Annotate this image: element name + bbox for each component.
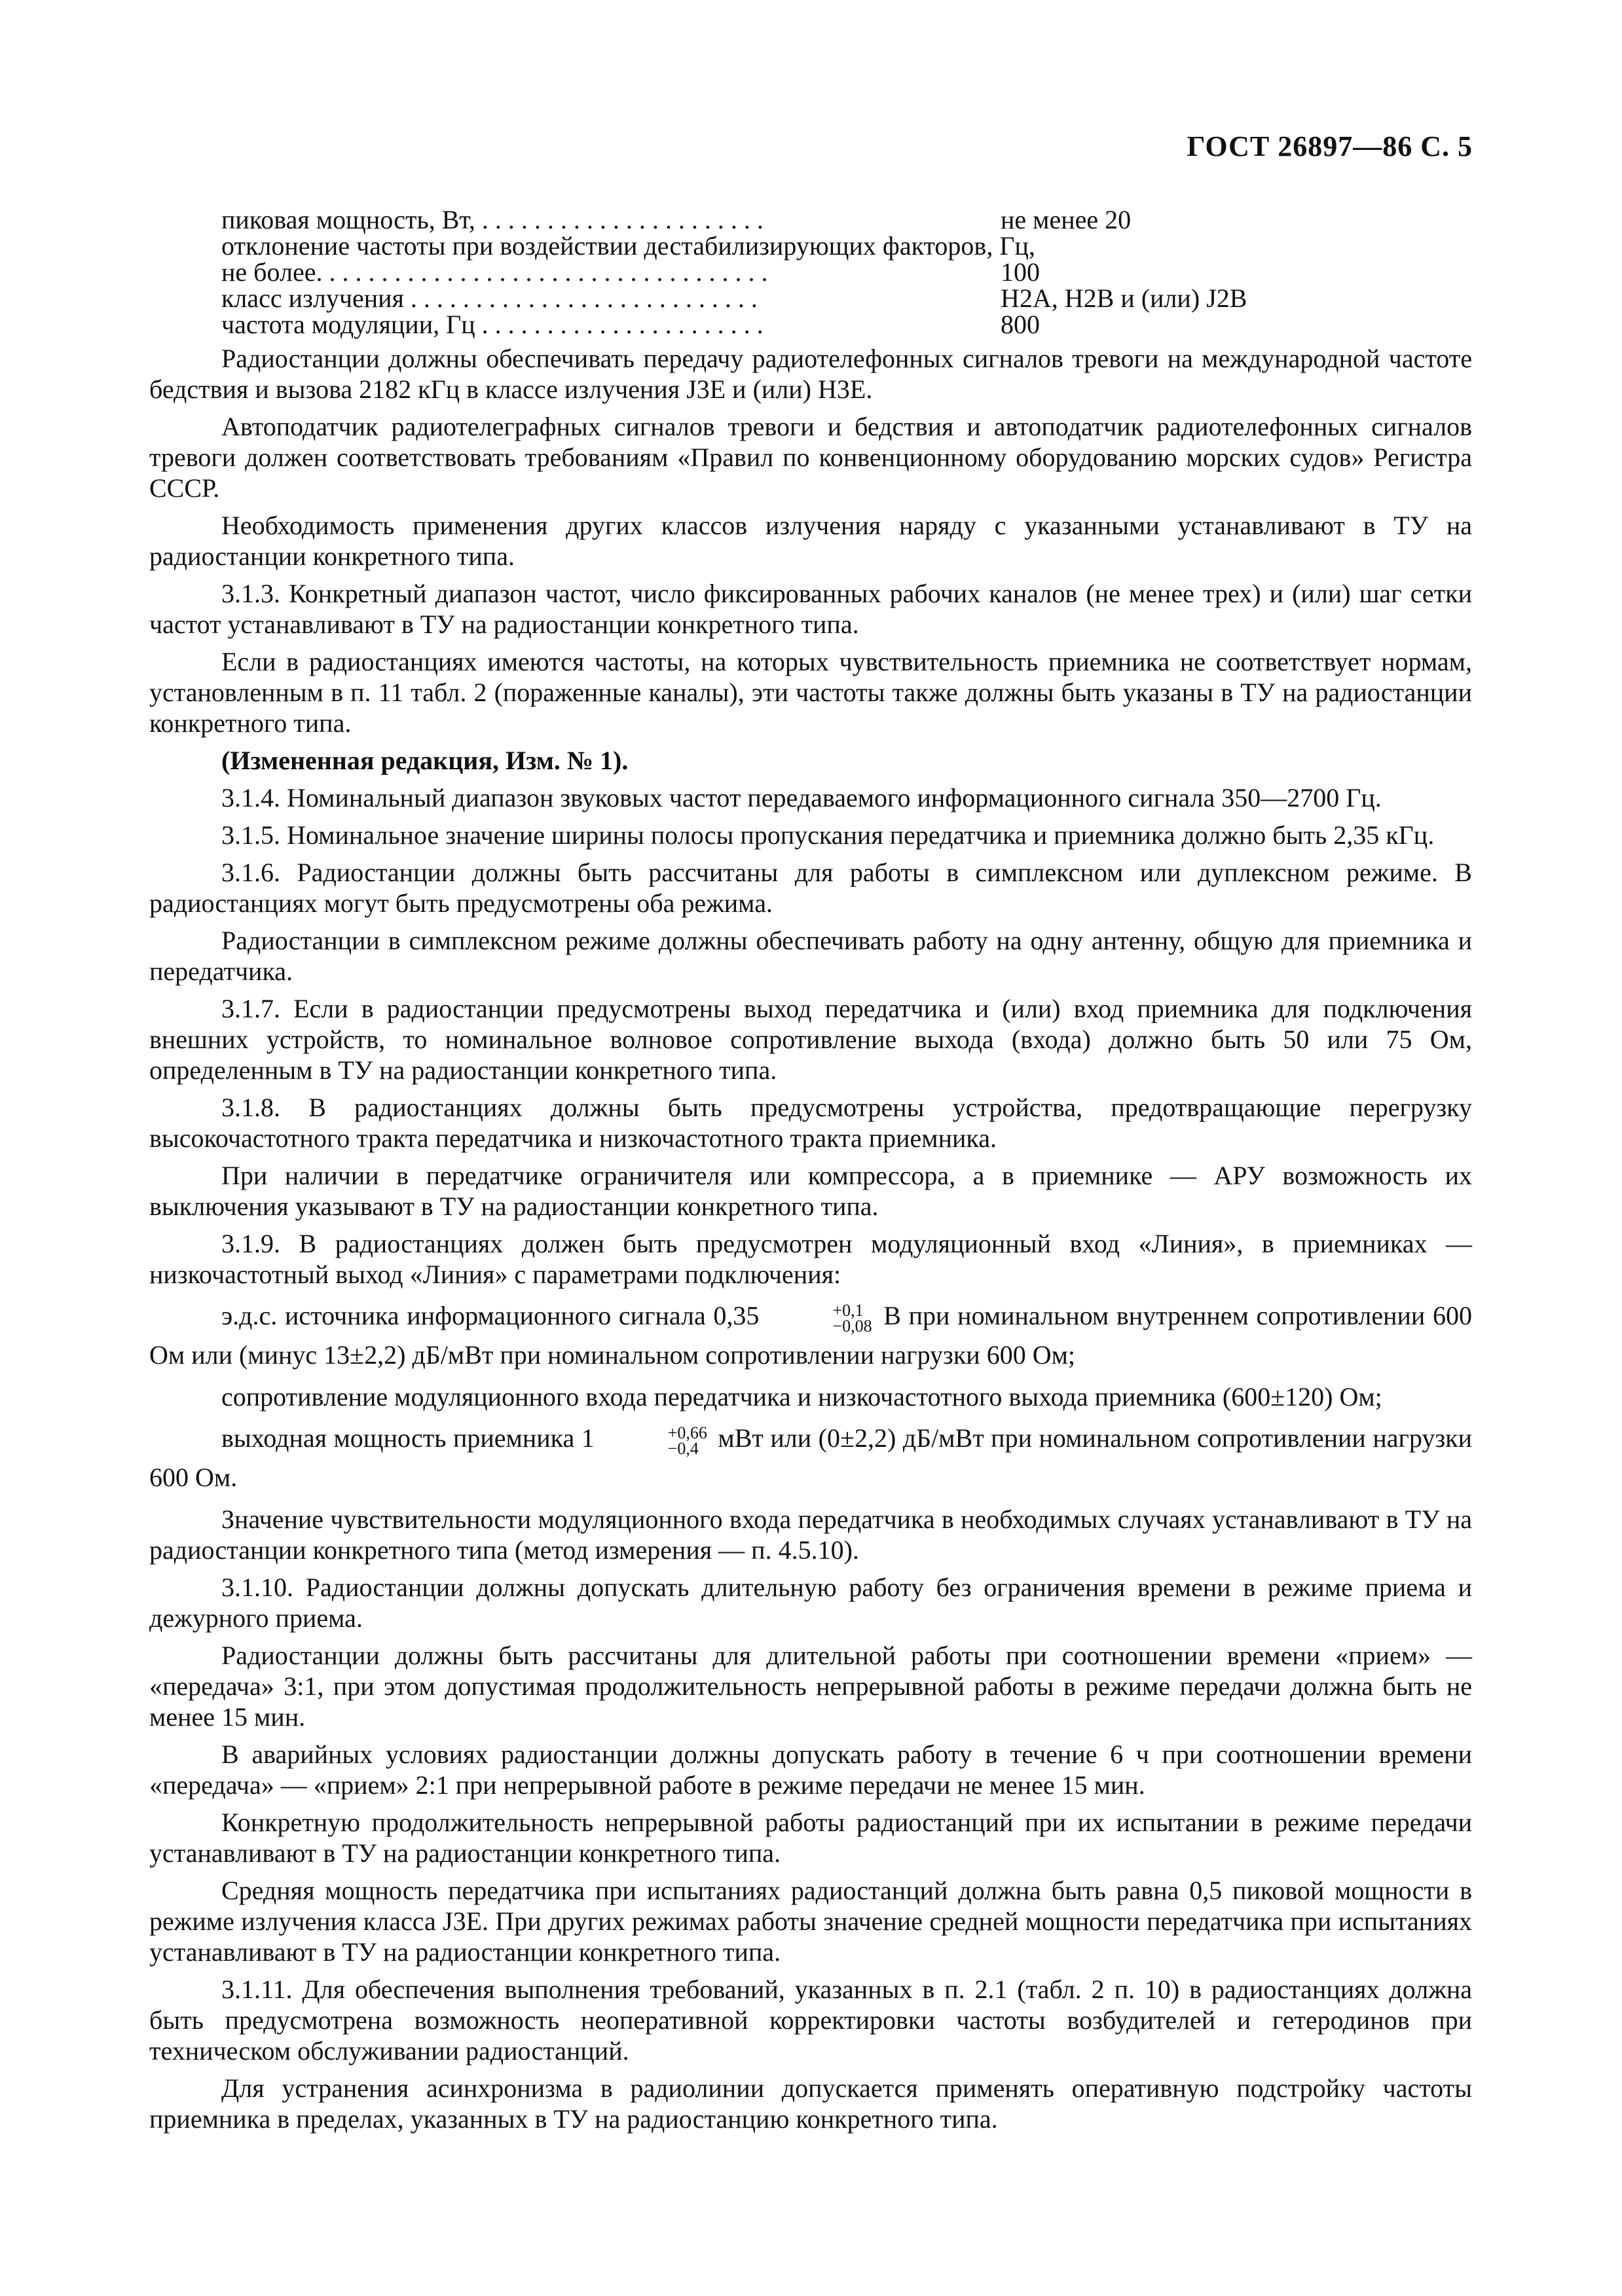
tolerance-upper: +0,66 xyxy=(667,1423,707,1442)
emf-text-start: э.д.с. источника информационного сигнала 0,35 xyxy=(221,1301,760,1330)
spec-row xyxy=(221,257,1472,287)
spec-label: частота модуляции, Гц . . . . . . . . . . . . . . . . . . . . . . xyxy=(221,310,764,339)
paragraph: Средняя мощность передатчика при испытаниях радиостанций должна быть равна 0,5 пиковой мощности в режиме излучения класса J3E. При других режимах работы значение средней мощности передатчика при испытаниях устанавливают в ТУ на радиостанции конкретного типа. xyxy=(149,1876,1472,1967)
spec-row xyxy=(221,204,1472,234)
spec-label: пиковая мощность, Вт, . . . . . . . . . . . . . . . . . . . . . . xyxy=(221,205,764,234)
clause-3-1-11: 3.1.11. Для обеспечения выполнения требований, указанных в п. 2.1 (табл. 2 п. 10) в радиостанциях должна быть предусмотрена возможность неоперативной корректировки частоты возбудителей и гетеродинов при техническом обслуживании радиостанций. xyxy=(149,1975,1472,2066)
clause-3-1-9: 3.1.9. В радиостанциях должен быть предусмотрен модуляционный вход «Линия», в приемниках — низкочастотный выход «Линия» с параметрами подключения: xyxy=(149,1229,1472,1289)
paragraph: Радиостанции должны обеспечивать передачу радиотелефонных сигналов тревоги на международной частоте бедствия и вызова 2182 кГц в классе излучения J3E и (или) Н3Е. xyxy=(149,344,1472,404)
output-power-tolerance xyxy=(596,1425,707,1457)
clause-3-1-8: 3.1.8. В радиостанциях должны быть предусмотрены устройства, предотвращающие перегрузку высокочастотного тракта передатчика и низкочастотного тракта приемника. xyxy=(149,1093,1472,1153)
paragraph: Значение чувствительности модуляционного входа передатчика в необходимых случаях устанавливают в ТУ на радиостанции конкретного типа (метод измерения — п. 4.5.10). xyxy=(149,1504,1472,1565)
paragraph: Автоподатчик радиотелеграфных сигналов тревоги и бедствия и автоподатчик радиотелефонных сигналов тревоги должен соответствовать требованиям «Правил по конвенционному оборудованию морских судов» Регистра СССР. xyxy=(149,412,1472,503)
paragraph: Необходимость применения других классов излучения наряду с указанными устанавливают в ТУ на радиостанции конкретного типа. xyxy=(149,511,1472,571)
paragraph: Если в радиостанциях имеются частоты, на которых чувствительность приемника не соответствует нормам, установленным в п. 11 табл. 2 (пораженные каналы), эти частоты также должны быть указаны в ТУ на радиостанции конкретного типа. xyxy=(149,647,1472,738)
emf-tolerance xyxy=(760,1300,872,1336)
paragraph: При наличии в передатчике ограничителя или компрессора, а в приемнике — АРУ возможность их выключения указывают в ТУ на радиостанции конкретного типа. xyxy=(149,1161,1472,1221)
document-body xyxy=(149,204,1472,2141)
spec-label: класс излучения . . . . . . . . . . . . . . . . . . . . . . . . . . . xyxy=(221,283,758,313)
output-power-text-start: выходная мощность приемника 1 xyxy=(221,1423,595,1453)
spec-row xyxy=(221,283,1472,313)
output-power-text-end: мВт или (0±2,2) дБ/мВт при номинальном сопротивлении нагрузки 600 Ом. xyxy=(149,1423,1473,1492)
clause-3-1-4: 3.1.4. Номинальный диапазон звуковых частот передаваемого информационного сигнала 350—2700 Гц. xyxy=(221,783,1382,812)
output-power-paragraph xyxy=(149,1419,1472,1497)
clause-3-1-5: 3.1.5. Номинальное значение ширины полосы пропускания передатчика и приемника должно быть 2,35 кГц. xyxy=(221,820,1435,850)
clause-3-1-3: 3.1.3. Конкретный диапазон частот, число фиксированных рабочих каналов (не менее трех) и (или) шаг сетки частот устанавливают в ТУ на радиостанции конкретного типа. xyxy=(149,579,1472,639)
spec-value: Н2А, Н2В и (или) J2В xyxy=(1001,283,1247,313)
spec-value: 100 xyxy=(1001,257,1040,287)
clause-3-1-6: 3.1.6. Радиостанции должны быть рассчитаны для работы в симплексном или дуплексном режиме. В радиостанциях могут быть предусмотрены оба режима. xyxy=(149,858,1472,918)
paragraph: Радиостанции в симплексном режиме должны обеспечивать работу на одну антенну, общую для приемника и передатчика. xyxy=(149,926,1472,986)
clause-3-1-10: 3.1.10. Радиостанции должны допускать длительную работу без ограничения времени в режиме приема и дежурного приема. xyxy=(149,1573,1472,1633)
spec-value: 800 xyxy=(1001,310,1040,339)
paragraph: Для устранения асинхронизма в радиолинии допускается применять оперативную подстройку частоты приемника в пределах, указанных в ТУ на радиостанцию конкретного типа. xyxy=(149,2073,1472,2134)
paragraph: В аварийных условиях радиостанции должны допускать работу в течение 6 ч при соотношении времени «передача» — «прием» 2:1 при непрерывной работе в режиме передачи не менее 15 мин. xyxy=(149,1740,1472,1800)
spec-label: не более. . . . . . . . . . . . . . . . . . . . . . . . . . . . . . . . . . . xyxy=(221,257,768,287)
paragraph: Радиостанции должны быть рассчитаны для длительной работы при соотношении времени «прием» — «передача» 3:1, при этом допустимая продолжительность непрерывной работы в режиме передачи должна быть не менее 15 мин. xyxy=(149,1641,1472,1732)
paragraph: Конкретную продолжительность непрерывной работы радиостанций при их испытании в режиме передачи устанавливают в ТУ на радиостанции конкретного типа. xyxy=(149,1808,1472,1868)
paragraph: сопротивление модуляционного входа передатчика и низкочастотного выхода приемника (600±120) Ом; xyxy=(221,1382,1382,1412)
emf-paragraph xyxy=(149,1296,1472,1375)
emf-text-end: В при номинальном внутреннем сопротивлении 600 Ом или (минус 13±2,2) дБ/мВт при номинальном сопротивлении нагрузки 600 Ом; xyxy=(149,1301,1473,1370)
page-header: ГОСТ 26897—86 С. 5 xyxy=(1187,130,1473,162)
tolerance-lower: −0,4 xyxy=(667,1438,699,1458)
spec-label: отклонение частоты при воздействии дестабилизирующих факторов, Гц, xyxy=(221,231,1035,261)
spec-row xyxy=(221,230,1472,261)
spec-value: не менее 20 xyxy=(1001,205,1132,234)
clause-3-1-7: 3.1.7. Если в радиостанции предусмотрены выход передатчика и (или) вход приемника для подключения внешних устройств, то номинальное волновое сопротивление выхода (входа) должно быть 50 или 75 Ом, определенным в ТУ на радиостанции конкретного типа. xyxy=(149,994,1472,1085)
tolerance-upper: +0,1 xyxy=(832,1300,864,1320)
spec-row xyxy=(221,309,1472,339)
amendment-note: (Измененная редакция, Изм. № 1). xyxy=(221,746,629,775)
spec-list xyxy=(221,204,1472,339)
tolerance-lower: −0,08 xyxy=(832,1316,872,1336)
